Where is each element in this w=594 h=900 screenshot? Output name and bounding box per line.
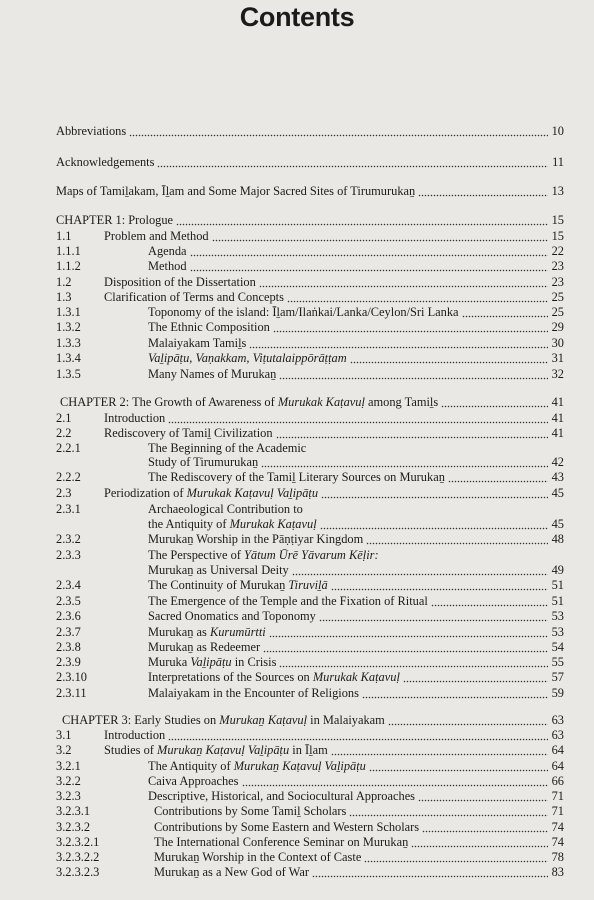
page-number: 63 (551, 713, 564, 727)
section-title: Contributions by Some Eastern and Western Scholars (154, 820, 420, 834)
toc-entry-2-3-11 (0, 686, 594, 701)
page-number: 30 (551, 336, 564, 350)
section-number: 2.3 (56, 486, 72, 500)
section-number: 2.3.10 (56, 670, 87, 684)
toc-entry-muruka-as-universal-deity (0, 563, 594, 578)
section-title: The Beginning of the Academic (148, 441, 307, 455)
dot-leader (362, 686, 548, 701)
toc-entry-2-3-2 (0, 532, 594, 547)
toc-entry-1-2 (0, 275, 594, 290)
toc-entry-3-2-3-2 (0, 820, 594, 835)
section-number: 3.2.1 (56, 759, 81, 773)
dot-leader (431, 594, 548, 609)
dot-leader (273, 320, 548, 335)
toc-entry-3-2-3-2-2 (0, 850, 594, 865)
section-number: 1.1 (56, 229, 72, 243)
dot-leader (349, 804, 548, 819)
section-title: Malaiyakam Tamiḻs (148, 336, 247, 350)
page-number: 57 (551, 670, 564, 684)
section-number: 2.2.2 (56, 470, 81, 484)
dot-leader (462, 305, 548, 320)
section-number: 1.3.4 (56, 351, 81, 365)
dot-leader (242, 774, 549, 789)
chapter-title: CHAPTER 2: The Growth of Awareness of Murukak Kaṭavuḷ among Tamiḻs (60, 395, 439, 409)
dot-leader (129, 124, 548, 139)
section-number: 3.2.2 (56, 774, 81, 788)
page-number: 42 (551, 455, 564, 469)
section-number: 3.2.3.2.3 (56, 865, 100, 879)
section-title: Disposition of the Dissertation (104, 275, 256, 289)
toc-entry-1-1 (0, 229, 594, 244)
page-number: 25 (551, 305, 564, 319)
toc-entry-2-2 (0, 426, 594, 441)
page-number: 11 (552, 155, 564, 169)
section-title: Interpretations of the Sources on Murukak Kaṭavuḷ (148, 670, 400, 684)
section-title: Method (148, 259, 187, 273)
section-title: The Rediscovery of the Tamiḻ Literary Sources on Murukaṉ (148, 470, 445, 484)
chapter-title: CHAPTER 3: Early Studies on Murukaṉ Kaṭavuḷ in Malaiyakam (62, 713, 385, 727)
section-number: 1.3 (56, 290, 72, 304)
section-number: 2.3.3 (56, 548, 81, 562)
section-title: Problem and Method (104, 229, 209, 243)
section-number: 1.1.2 (56, 259, 81, 273)
section-title: the Antiquity of Murukak Kaṭavuḷ (148, 517, 317, 531)
section-number: 1.3.1 (56, 305, 81, 319)
dot-leader (321, 486, 548, 501)
page-number: 13 (551, 184, 564, 198)
toc-entry-1-1-2 (0, 259, 594, 274)
toc-entry-2-2-1 (0, 441, 594, 456)
page-number: 55 (551, 655, 564, 669)
page-number: 71 (551, 804, 564, 818)
toc-entry-2-1 (0, 411, 594, 426)
section-number: 2.3.7 (56, 625, 81, 639)
chapter-title: CHAPTER 1: Prologue (56, 213, 174, 227)
dot-leader (157, 155, 548, 170)
section-title: Contributions by Some Tamiḻ Scholars (154, 804, 347, 818)
dot-leader (331, 578, 548, 593)
toc-entry-1-3-1 (0, 305, 594, 320)
page-number: 74 (551, 820, 564, 834)
section-number: 2.3.6 (56, 609, 81, 623)
page-number: 78 (551, 850, 564, 864)
page-number: 43 (551, 470, 564, 484)
toc-entry-2-3-8 (0, 640, 594, 655)
toc-entry-study-of-tirumuruka (0, 455, 594, 470)
page-number: 45 (551, 517, 564, 531)
page-number: 31 (551, 351, 564, 365)
page-number: 63 (551, 728, 564, 742)
toc-entry-3-2-2 (0, 774, 594, 789)
dot-leader (279, 655, 548, 670)
page-number: 15 (551, 213, 564, 227)
section-title: Study of Tirumurukaṉ (148, 455, 259, 469)
dot-leader (418, 184, 548, 199)
dot-leader (366, 532, 548, 547)
section-title: Abbreviations (56, 124, 127, 138)
toc-entry-1-3-2 (0, 320, 594, 335)
section-number: 2.3.9 (56, 655, 81, 669)
dot-leader (263, 640, 548, 655)
section-number: 3.1 (56, 728, 72, 742)
section-number: 2.3.5 (56, 594, 81, 608)
section-title: Many Names of Murukaṉ (148, 367, 277, 381)
dot-leader (418, 789, 548, 804)
page-number: 66 (551, 774, 564, 788)
page-number: 45 (551, 486, 564, 500)
section-title: Caiva Approaches (148, 774, 239, 788)
page-number: 41 (551, 411, 564, 425)
page-number: 10 (551, 124, 564, 138)
page-number: 41 (551, 426, 564, 440)
dot-leader (312, 865, 548, 880)
toc-entry-1-3-4 (0, 351, 594, 366)
section-title: Murukaṉ as Redeemer (148, 640, 261, 654)
dot-leader (190, 259, 548, 274)
section-title: Rediscovery of Tamiḻ Civilization (104, 426, 273, 440)
toc-entry-2-3-5 (0, 594, 594, 609)
section-title: Toponomy of the island: Īḻam/Ilaṅkai/Lanka/Ceylon/Sri Lanka (148, 305, 459, 319)
toc-entry-abbreviations (0, 124, 594, 139)
section-number: 1.3.5 (56, 367, 81, 381)
dot-leader (292, 563, 548, 578)
dot-leader (350, 351, 548, 366)
toc-entry-2-3-7 (0, 625, 594, 640)
section-title: Studies of Murukaṉ Kaṭavuḷ Vaḻipāṭu in Īḻam (104, 743, 328, 757)
toc-entry-3-2-3-1 (0, 804, 594, 819)
toc-entry-2-3-6 (0, 609, 594, 624)
toc-entry-chapter-2-the-growth-of-awareness-of-mur (0, 395, 594, 410)
section-number: 2.3.4 (56, 578, 81, 592)
dot-leader (259, 275, 548, 290)
dot-leader (331, 743, 548, 758)
dot-leader (388, 713, 548, 728)
dot-leader (212, 229, 548, 244)
dot-leader (364, 850, 548, 865)
toc-entry-2-2-2 (0, 470, 594, 485)
toc-entry-chapter-3-early-studies-on-muruka-ka-avu (0, 713, 594, 728)
section-title: Maps of Tamiḻakam, Īḻam and Some Major Sacred Sites of Tirumurukaṉ (56, 184, 416, 198)
toc-entry-3-2 (0, 743, 594, 758)
section-title: Agenda (148, 244, 187, 258)
page-number: 53 (551, 625, 564, 639)
dot-leader (190, 244, 548, 259)
section-title: The Antiquity of Murukaṉ Kaṭavuḷ Vaḻipāṭu (148, 759, 366, 773)
toc-entry-3-2-3-2-1 (0, 835, 594, 850)
dot-leader (319, 609, 548, 624)
toc-entry-maps-of-tami-akam-am-and-some-major-sacr (0, 184, 594, 199)
section-title: Introduction (104, 411, 166, 425)
page-number: 53 (551, 609, 564, 623)
dot-leader (176, 213, 548, 228)
toc-entry-2-3-1 (0, 502, 594, 517)
section-title: Murukaṉ as a New God of War (154, 865, 309, 879)
section-title: Periodization of Murukak Kaṭavuḷ Vaḻipāṭu (104, 486, 319, 500)
toc-entry-1-3 (0, 290, 594, 305)
toc-entry-1-3-3 (0, 336, 594, 351)
page-number: 71 (551, 789, 564, 803)
dot-leader (168, 411, 548, 426)
section-number: 3.2.3 (56, 789, 81, 803)
section-title: The Perspective of Yātum Ūrē Yāvarum Kēḷir: (148, 548, 379, 562)
section-number: 2.3.11 (56, 686, 87, 700)
page-number: 49 (551, 563, 564, 577)
dot-leader (448, 470, 548, 485)
dot-leader (369, 759, 548, 774)
section-title: Murukaṉ Worship in the Context of Caste (154, 850, 362, 864)
page-number: 23 (551, 259, 564, 273)
page-number: 54 (551, 640, 564, 654)
section-title: Murukaṉ as Universal Deity (148, 563, 289, 577)
page-number: 22 (551, 244, 564, 258)
dot-leader (168, 728, 548, 743)
toc-entry-acknowledgements (0, 155, 594, 170)
toc-entry-1-1-1 (0, 244, 594, 259)
page-number: 64 (551, 743, 564, 757)
toc-entry-2-3-9 (0, 655, 594, 670)
toc-entry-3-2-3 (0, 789, 594, 804)
toc-entry-chapter-1-prologue (0, 213, 594, 228)
dot-leader (269, 625, 548, 640)
section-number: 2.1 (56, 411, 72, 425)
section-title: Introduction (104, 728, 166, 742)
section-title: Acknowledgements (56, 155, 155, 169)
section-number: 1.2 (56, 275, 72, 289)
toc-entry-3-1 (0, 728, 594, 743)
page-number: 41 (551, 395, 564, 409)
dot-leader (422, 820, 548, 835)
section-number: 2.3.1 (56, 502, 81, 516)
section-title: Descriptive, Historical, and Sociocultural Approaches (148, 789, 416, 803)
page-number: 51 (551, 578, 564, 592)
section-title: The Emergence of the Temple and the Fixation of Ritual (148, 594, 428, 608)
section-number: 2.3.8 (56, 640, 81, 654)
section-title: The Ethnic Composition (148, 320, 270, 334)
dot-leader (320, 517, 548, 532)
page-number: 64 (551, 759, 564, 773)
section-number: 2.2 (56, 426, 72, 440)
toc-entry-2-3-4 (0, 578, 594, 593)
section-number: 3.2.3.1 (56, 804, 91, 818)
section-title: Muruka Vaḻipāṭu in Crisis (148, 655, 277, 669)
page-number: 32 (551, 367, 564, 381)
section-title: Sacred Onomatics and Toponomy (148, 609, 316, 623)
page-number: 48 (551, 532, 564, 546)
dot-leader (261, 455, 548, 470)
toc-entry-2-3 (0, 486, 594, 501)
page-number: 23 (551, 275, 564, 289)
page-number: 83 (551, 865, 564, 879)
toc-entry-2-3-10 (0, 670, 594, 685)
toc-entry-the-antiquity-of-murukak-ka-avu (0, 517, 594, 532)
page-number: 59 (551, 686, 564, 700)
section-number: 2.2.1 (56, 441, 81, 455)
dot-leader (287, 290, 548, 305)
section-title: The Continuity of Murukaṉ Tiruviḻā (148, 578, 328, 592)
dot-leader (279, 367, 548, 382)
dot-leader (411, 835, 548, 850)
section-title: Vaḻipāṭu, Vaṇakkam, Viṭutalaippōrāṭṭam (148, 351, 347, 365)
dot-leader (276, 426, 548, 441)
page-number: 74 (551, 835, 564, 849)
section-number: 2.3.2 (56, 532, 81, 546)
toc-entry-3-2-1 (0, 759, 594, 774)
page-number: 25 (551, 290, 564, 304)
section-title: Malaiyakam in the Encounter of Religions (148, 686, 359, 700)
page-number: 51 (551, 594, 564, 608)
section-title: Clarification of Terms and Concepts (104, 290, 284, 304)
section-number: 1.3.2 (56, 320, 81, 334)
dot-leader (403, 670, 548, 685)
section-number: 3.2.3.2 (56, 820, 91, 834)
section-title: Murukaṉ Worship in the Pāṇṭiyar Kingdom (148, 532, 364, 546)
page-title: Contents (239, 2, 355, 32)
toc-entry-3-2-3-2-3 (0, 865, 594, 880)
section-number: 3.2.3.2.1 (56, 835, 100, 849)
toc-entry-2-3-3 (0, 548, 594, 563)
section-number: 3.2 (56, 743, 72, 757)
toc-entry-1-3-5 (0, 367, 594, 382)
page-number: 15 (551, 229, 564, 243)
dot-leader (249, 336, 548, 351)
page-number: 29 (551, 320, 564, 334)
section-number: 1.3.3 (56, 336, 81, 350)
section-title: Murukaṉ as Kurumūrtti (148, 625, 266, 639)
section-title: Archaeological Contribution to (148, 502, 303, 516)
dot-leader (441, 395, 548, 410)
section-number: 3.2.3.2.2 (56, 850, 100, 864)
section-title: The International Conference Seminar on Murukaṉ (154, 835, 409, 849)
section-number: 1.1.1 (56, 244, 81, 258)
